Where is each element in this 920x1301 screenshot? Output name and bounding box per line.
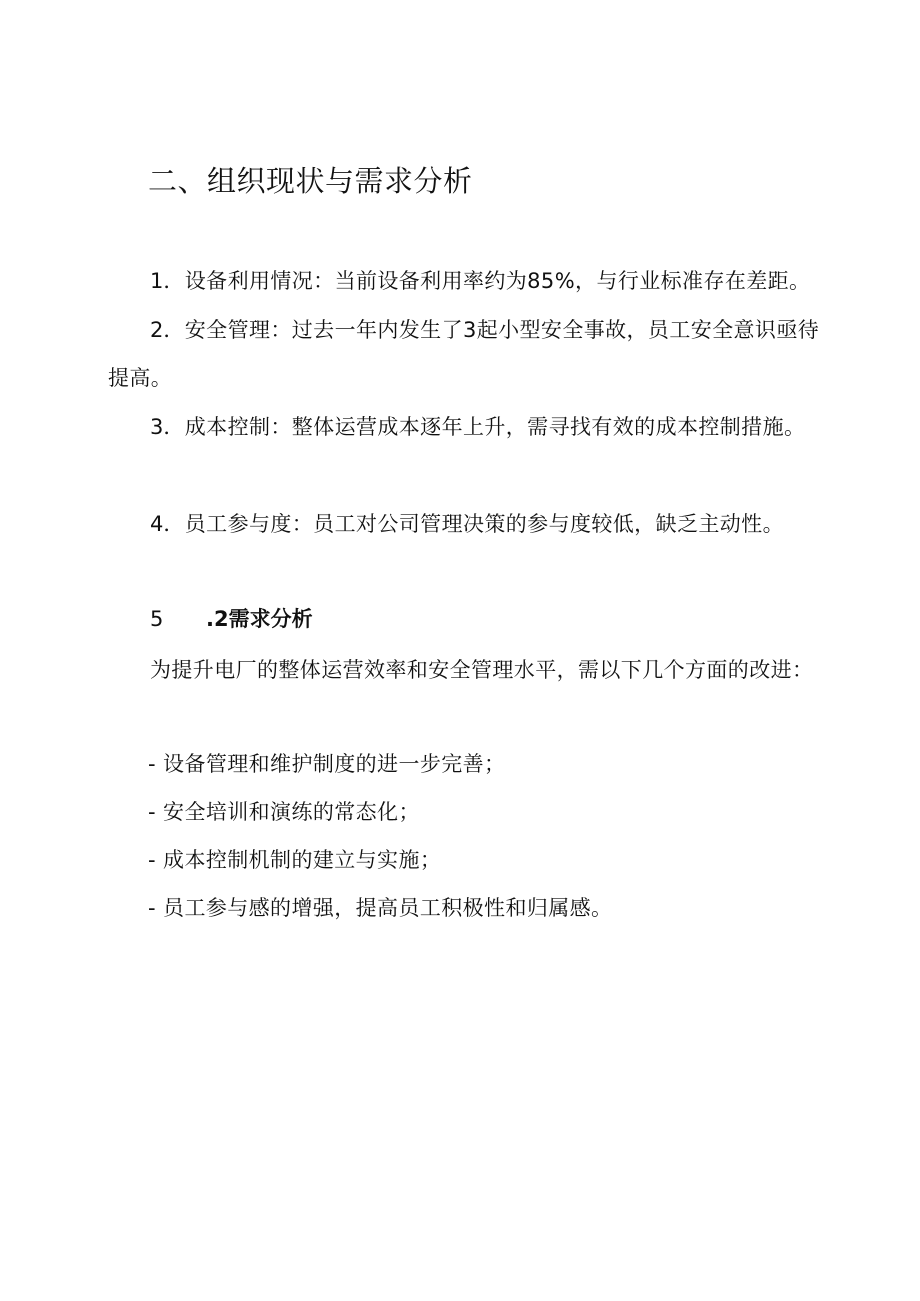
needs-section-number: 5 <box>150 607 164 631</box>
status-item-text: ．成本控制：整体运营成本逐年上升，需寻找有效的成本控制措施。 <box>163 415 806 439</box>
status-item-text: ．设备利用情况：当前设备利用率约为85%，与行业标准存在差距。 <box>163 269 811 293</box>
status-item-equipment <box>108 257 828 305</box>
needs-section-title: .2需求分析 <box>206 607 313 631</box>
status-item-text: ．安全管理：过去一年内发生了3起小型安全事故，员工安全意识亟待提高。 <box>108 318 820 390</box>
needs-analysis-heading <box>150 597 313 641</box>
status-item-safety <box>108 306 828 402</box>
status-item-number: 1 <box>150 269 164 293</box>
list-item: - 员工参与感的增强，提高员工积极性和归属感。 <box>148 896 613 920</box>
list-item: - 安全培训和演练的常态化； <box>148 800 420 824</box>
status-item-number: 2 <box>150 318 164 342</box>
section-title: 二、组织现状与需求分析 <box>148 164 473 198</box>
list-item: - 设备管理和维护制度的进一步完善； <box>148 752 506 776</box>
needs-intro: 为提升电厂的整体运营效率和安全管理水平，需以下几个方面的改进： <box>150 658 814 682</box>
status-item-cost <box>108 403 828 451</box>
status-item-number: 4 <box>150 512 164 536</box>
status-item-text: ．员工参与度：员工对公司管理决策的参与度较低，缺乏主动性。 <box>163 512 784 536</box>
needs-list <box>148 740 612 932</box>
list-item: - 成本控制机制的建立与实施； <box>148 848 442 872</box>
status-item-number: 3 <box>150 415 164 439</box>
status-item-participation <box>108 500 828 548</box>
